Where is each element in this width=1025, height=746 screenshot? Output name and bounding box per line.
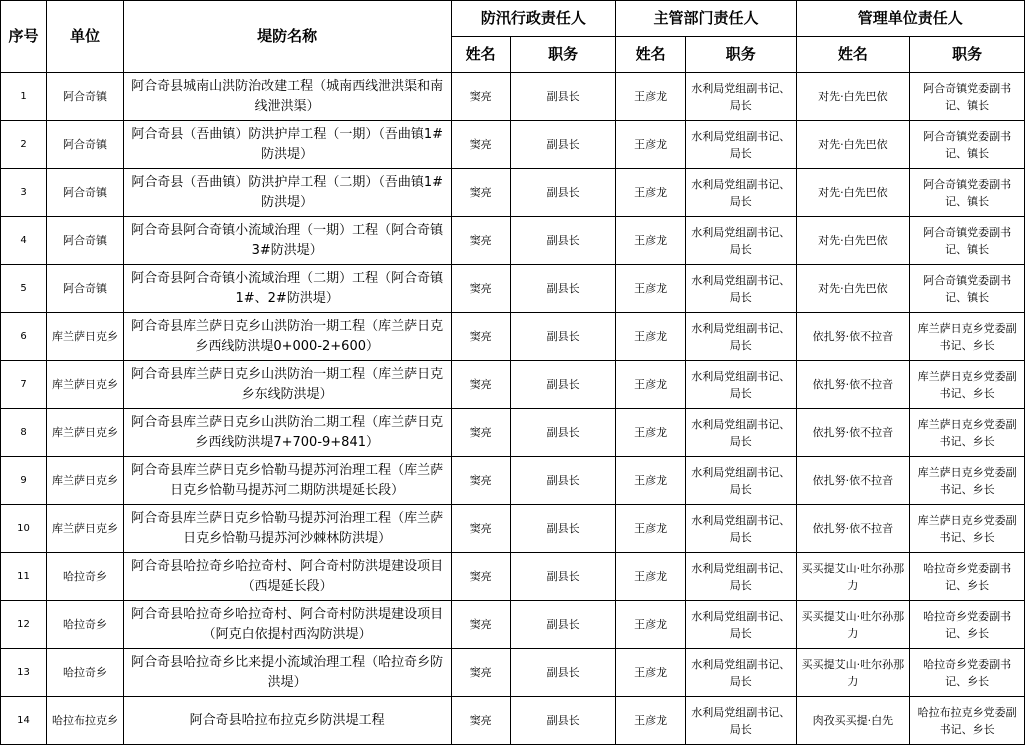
mgmt-name-cell: 肉孜买买提·白先 bbox=[796, 697, 910, 745]
unit-cell: 阿合奇镇 bbox=[47, 121, 124, 169]
unit-cell: 哈拉奇乡 bbox=[47, 601, 124, 649]
seq-cell: 7 bbox=[1, 361, 47, 409]
admin-position-cell: 副县长 bbox=[510, 361, 615, 409]
table-row bbox=[1, 169, 1025, 217]
header-dept-name: 姓名 bbox=[616, 37, 686, 73]
mgmt-name-cell: 对先·白先巴依 bbox=[796, 265, 910, 313]
mgmt-position-cell: 哈拉奇乡党委副书记、乡长 bbox=[910, 601, 1025, 649]
unit-cell: 阿合奇镇 bbox=[47, 265, 124, 313]
levee-name-cell: 阿合奇县库兰萨日克乡恰勒马提苏河治理工程（库兰萨日克乡恰勒马提苏河沙棘林防洪堤） bbox=[123, 505, 451, 553]
table-row bbox=[1, 409, 1025, 457]
unit-cell: 库兰萨日克乡 bbox=[47, 457, 124, 505]
levee-name-cell: 阿合奇县库兰萨日克乡山洪防治二期工程（库兰萨日克乡西线防洪堤7+700-9+841） bbox=[123, 409, 451, 457]
dept-name-cell: 王彦龙 bbox=[616, 649, 686, 697]
table-row bbox=[1, 457, 1025, 505]
table-row bbox=[1, 217, 1025, 265]
unit-cell: 阿合奇镇 bbox=[47, 217, 124, 265]
table-body bbox=[1, 73, 1025, 745]
admin-position-cell: 副县长 bbox=[510, 169, 615, 217]
header-mgmt-name: 姓名 bbox=[796, 37, 910, 73]
admin-name-cell: 窦亮 bbox=[451, 121, 510, 169]
admin-position-cell: 副县长 bbox=[510, 457, 615, 505]
admin-position-cell: 副县长 bbox=[510, 265, 615, 313]
seq-cell: 10 bbox=[1, 505, 47, 553]
dept-position-cell: 水利局党组副书记、局长 bbox=[685, 409, 796, 457]
header-group-admin: 防汛行政责任人 bbox=[451, 1, 616, 37]
table-row bbox=[1, 121, 1025, 169]
mgmt-position-cell: 阿合奇镇党委副书记、镇长 bbox=[910, 121, 1025, 169]
mgmt-name-cell: 买买提艾山·吐尔孙那力 bbox=[796, 601, 910, 649]
dept-position-cell: 水利局党组副书记、局长 bbox=[685, 313, 796, 361]
admin-name-cell: 窦亮 bbox=[451, 649, 510, 697]
dept-name-cell: 王彦龙 bbox=[616, 73, 686, 121]
admin-position-cell: 副县长 bbox=[510, 121, 615, 169]
levee-name-cell: 阿合奇县（吾曲镇）防洪护岸工程（一期）（吾曲镇1#防洪堤） bbox=[123, 121, 451, 169]
table-row bbox=[1, 73, 1025, 121]
dept-position-cell: 水利局党组副书记、局长 bbox=[685, 601, 796, 649]
mgmt-name-cell: 依扎努·依不拉音 bbox=[796, 313, 910, 361]
dept-position-cell: 水利局党组副书记、局长 bbox=[685, 217, 796, 265]
seq-cell: 11 bbox=[1, 553, 47, 601]
levee-name-cell: 阿合奇县阿合奇镇小流域治理（一期）工程（阿合奇镇3#防洪堤） bbox=[123, 217, 451, 265]
admin-name-cell: 窦亮 bbox=[451, 505, 510, 553]
header-mgmt-position: 职务 bbox=[910, 37, 1025, 73]
seq-cell: 8 bbox=[1, 409, 47, 457]
seq-cell: 13 bbox=[1, 649, 47, 697]
mgmt-name-cell: 买买提艾山·吐尔孙那力 bbox=[796, 553, 910, 601]
dept-position-cell: 水利局党组副书记、局长 bbox=[685, 73, 796, 121]
header-admin-name: 姓名 bbox=[451, 37, 510, 73]
unit-cell: 阿合奇镇 bbox=[47, 73, 124, 121]
admin-position-cell: 副县长 bbox=[510, 217, 615, 265]
dept-name-cell: 王彦龙 bbox=[616, 121, 686, 169]
table-row bbox=[1, 265, 1025, 313]
dept-name-cell: 王彦龙 bbox=[616, 361, 686, 409]
admin-name-cell: 窦亮 bbox=[451, 361, 510, 409]
dept-position-cell: 水利局党组副书记、局长 bbox=[685, 553, 796, 601]
unit-cell: 库兰萨日克乡 bbox=[47, 361, 124, 409]
levee-name-cell: 阿合奇县城南山洪防治改建工程（城南西线泄洪渠和南线泄洪渠） bbox=[123, 73, 451, 121]
seq-cell: 12 bbox=[1, 601, 47, 649]
dept-name-cell: 王彦龙 bbox=[616, 217, 686, 265]
dept-position-cell: 水利局党组副书记、局长 bbox=[685, 361, 796, 409]
mgmt-position-cell: 阿合奇镇党委副书记、镇长 bbox=[910, 169, 1025, 217]
dept-position-cell: 水利局党组副书记、局长 bbox=[685, 169, 796, 217]
header-admin-position: 职务 bbox=[510, 37, 615, 73]
header-dept-position: 职务 bbox=[685, 37, 796, 73]
levee-name-cell: 阿合奇县哈拉奇乡比来提小流域治理工程（哈拉奇乡防洪堤） bbox=[123, 649, 451, 697]
seq-cell: 2 bbox=[1, 121, 47, 169]
mgmt-position-cell: 库兰萨日克乡党委副书记、乡长 bbox=[910, 409, 1025, 457]
seq-cell: 3 bbox=[1, 169, 47, 217]
levee-name-cell: 阿合奇县哈拉布拉克乡防洪堤工程 bbox=[123, 697, 451, 745]
dept-name-cell: 王彦龙 bbox=[616, 265, 686, 313]
mgmt-name-cell: 对先·白先巴依 bbox=[796, 73, 910, 121]
levee-name-cell: 阿合奇县哈拉奇乡哈拉奇村、阿合奇村防洪堤建设项目（西堤延长段） bbox=[123, 553, 451, 601]
table-row bbox=[1, 553, 1025, 601]
unit-cell: 哈拉奇乡 bbox=[47, 649, 124, 697]
admin-name-cell: 窦亮 bbox=[451, 265, 510, 313]
seq-cell: 14 bbox=[1, 697, 47, 745]
unit-cell: 哈拉奇乡 bbox=[47, 553, 124, 601]
dept-position-cell: 水利局党组副书记、局长 bbox=[685, 697, 796, 745]
dept-name-cell: 王彦龙 bbox=[616, 505, 686, 553]
admin-name-cell: 窦亮 bbox=[451, 409, 510, 457]
admin-name-cell: 窦亮 bbox=[451, 217, 510, 265]
admin-position-cell: 副县长 bbox=[510, 313, 615, 361]
mgmt-position-cell: 哈拉布拉克乡党委副书记、乡长 bbox=[910, 697, 1025, 745]
mgmt-name-cell: 对先·白先巴依 bbox=[796, 217, 910, 265]
unit-cell: 库兰萨日克乡 bbox=[47, 505, 124, 553]
admin-name-cell: 窦亮 bbox=[451, 601, 510, 649]
header-unit: 单位 bbox=[47, 1, 124, 73]
unit-cell: 库兰萨日克乡 bbox=[47, 313, 124, 361]
admin-position-cell: 副县长 bbox=[510, 553, 615, 601]
levee-name-cell: 阿合奇县阿合奇镇小流域治理（二期）工程（阿合奇镇1#、2#防洪堤） bbox=[123, 265, 451, 313]
mgmt-name-cell: 对先·白先巴依 bbox=[796, 169, 910, 217]
mgmt-name-cell: 依扎努·依不拉音 bbox=[796, 409, 910, 457]
seq-cell: 4 bbox=[1, 217, 47, 265]
levee-name-cell: 阿合奇县库兰萨日克乡山洪防治一期工程（库兰萨日克乡西线防洪堤0+000-2+600） bbox=[123, 313, 451, 361]
unit-cell: 阿合奇镇 bbox=[47, 169, 124, 217]
mgmt-name-cell: 买买提艾山·吐尔孙那力 bbox=[796, 649, 910, 697]
table-row bbox=[1, 649, 1025, 697]
header-seq: 序号 bbox=[1, 1, 47, 73]
admin-position-cell: 副县长 bbox=[510, 409, 615, 457]
admin-position-cell: 副县长 bbox=[510, 73, 615, 121]
seq-cell: 6 bbox=[1, 313, 47, 361]
levee-name-cell: 阿合奇县哈拉奇乡哈拉奇村、阿合奇村防洪堤建设项目（阿克白依提村西沟防洪堤） bbox=[123, 601, 451, 649]
mgmt-position-cell: 库兰萨日克乡党委副书记、乡长 bbox=[910, 313, 1025, 361]
header-group-mgmt: 管理单位责任人 bbox=[796, 1, 1024, 37]
mgmt-name-cell: 依扎努·依不拉音 bbox=[796, 361, 910, 409]
dept-name-cell: 王彦龙 bbox=[616, 553, 686, 601]
admin-name-cell: 窦亮 bbox=[451, 457, 510, 505]
dept-name-cell: 王彦龙 bbox=[616, 169, 686, 217]
mgmt-position-cell: 阿合奇镇党委副书记、镇长 bbox=[910, 265, 1025, 313]
seq-cell: 5 bbox=[1, 265, 47, 313]
dept-position-cell: 水利局党组副书记、局长 bbox=[685, 505, 796, 553]
mgmt-position-cell: 哈拉奇乡党委副书记、乡长 bbox=[910, 649, 1025, 697]
mgmt-position-cell: 库兰萨日克乡党委副书记、乡长 bbox=[910, 505, 1025, 553]
seq-cell: 1 bbox=[1, 73, 47, 121]
admin-name-cell: 窦亮 bbox=[451, 553, 510, 601]
mgmt-name-cell: 对先·白先巴依 bbox=[796, 121, 910, 169]
dept-name-cell: 王彦龙 bbox=[616, 697, 686, 745]
dept-position-cell: 水利局党组副书记、局长 bbox=[685, 265, 796, 313]
dept-name-cell: 王彦龙 bbox=[616, 601, 686, 649]
admin-position-cell: 副县长 bbox=[510, 601, 615, 649]
mgmt-position-cell: 阿合奇镇党委副书记、镇长 bbox=[910, 217, 1025, 265]
mgmt-position-cell: 库兰萨日克乡党委副书记、乡长 bbox=[910, 361, 1025, 409]
unit-cell: 库兰萨日克乡 bbox=[47, 409, 124, 457]
mgmt-name-cell: 依扎努·依不拉音 bbox=[796, 505, 910, 553]
table-row bbox=[1, 361, 1025, 409]
dept-position-cell: 水利局党组副书记、局长 bbox=[685, 121, 796, 169]
table-row bbox=[1, 601, 1025, 649]
dept-name-cell: 王彦龙 bbox=[616, 409, 686, 457]
levee-name-cell: 阿合奇县库兰萨日克乡山洪防治一期工程（库兰萨日克乡东线防洪堤） bbox=[123, 361, 451, 409]
mgmt-position-cell: 阿合奇镇党委副书记、镇长 bbox=[910, 73, 1025, 121]
admin-name-cell: 窦亮 bbox=[451, 313, 510, 361]
dept-position-cell: 水利局党组副书记、局长 bbox=[685, 457, 796, 505]
admin-position-cell: 副县长 bbox=[510, 649, 615, 697]
admin-name-cell: 窦亮 bbox=[451, 73, 510, 121]
table-row bbox=[1, 505, 1025, 553]
dept-position-cell: 水利局党组副书记、局长 bbox=[685, 649, 796, 697]
dept-name-cell: 王彦龙 bbox=[616, 313, 686, 361]
table-row bbox=[1, 313, 1025, 361]
admin-position-cell: 副县长 bbox=[510, 505, 615, 553]
table-row bbox=[1, 697, 1025, 745]
mgmt-position-cell: 哈拉奇乡党委副书记、乡长 bbox=[910, 553, 1025, 601]
admin-position-cell: 副县长 bbox=[510, 697, 615, 745]
header-group-dept: 主管部门责任人 bbox=[616, 1, 796, 37]
mgmt-position-cell: 库兰萨日克乡党委副书记、乡长 bbox=[910, 457, 1025, 505]
mgmt-name-cell: 依扎努·依不拉音 bbox=[796, 457, 910, 505]
levee-name-cell: 阿合奇县库兰萨日克乡恰勒马提苏河治理工程（库兰萨日克乡恰勒马提苏河二期防洪堤延长段） bbox=[123, 457, 451, 505]
admin-name-cell: 窦亮 bbox=[451, 169, 510, 217]
seq-cell: 9 bbox=[1, 457, 47, 505]
header-levee-name: 堤防名称 bbox=[123, 1, 451, 73]
levee-name-cell: 阿合奇县（吾曲镇）防洪护岸工程（二期）（吾曲镇1#防洪堤） bbox=[123, 169, 451, 217]
admin-name-cell: 窦亮 bbox=[451, 697, 510, 745]
dept-name-cell: 王彦龙 bbox=[616, 457, 686, 505]
unit-cell: 哈拉布拉克乡 bbox=[47, 697, 124, 745]
